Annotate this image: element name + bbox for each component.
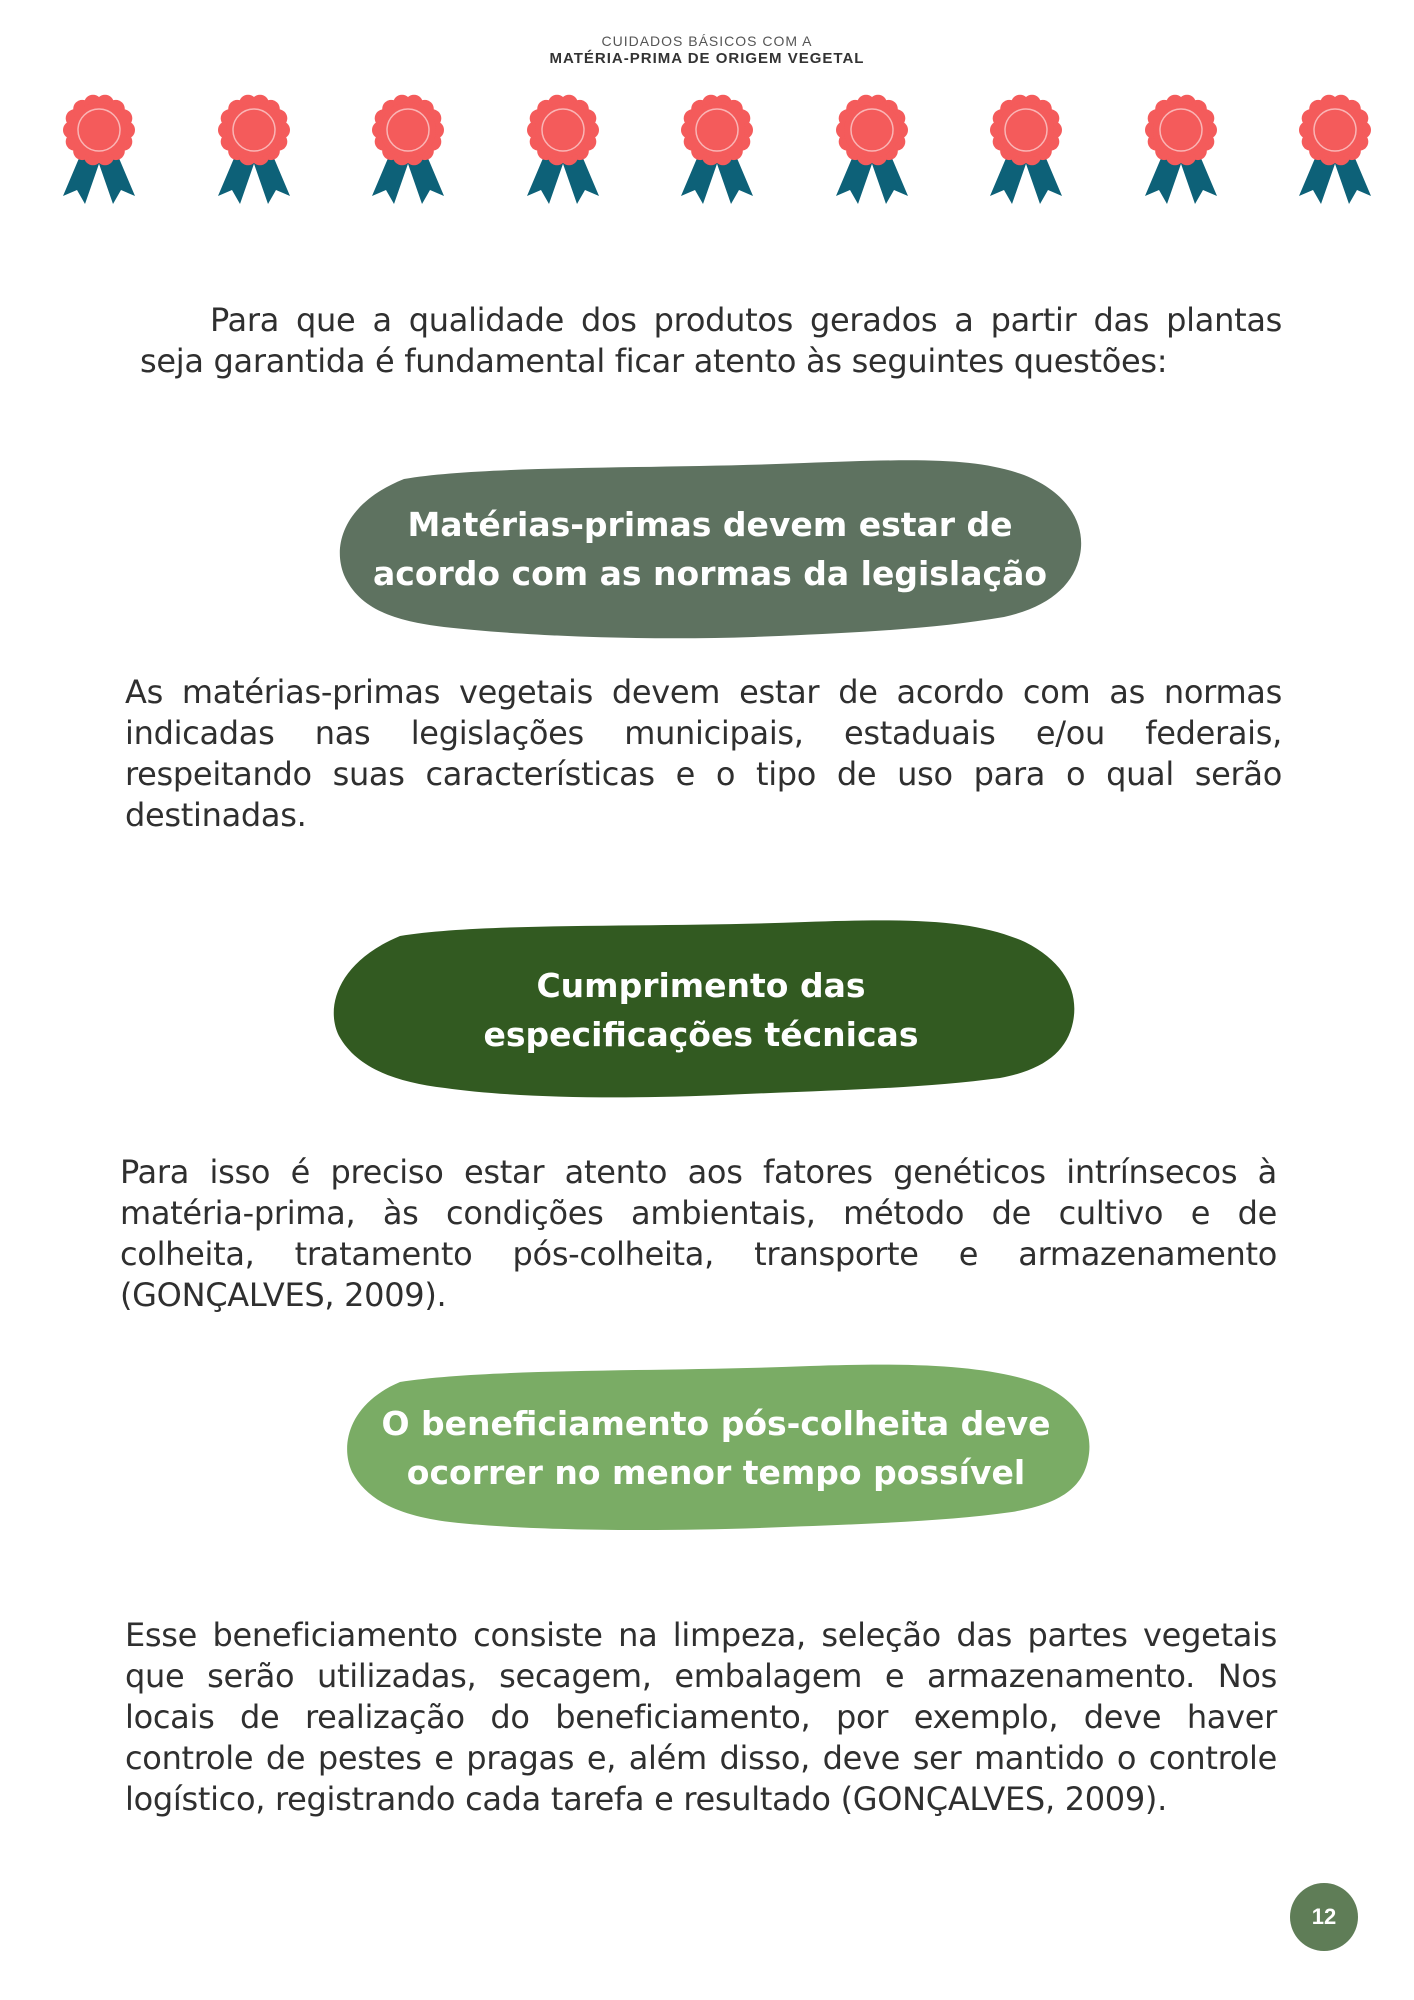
award-ribbon-icon	[1139, 92, 1223, 207]
award-ribbon-icon	[675, 92, 759, 207]
award-ribbon-icon	[57, 92, 141, 207]
award-ribbon-icon	[1293, 92, 1377, 207]
rosette-row	[0, 92, 1414, 212]
section-1-heading-banner	[334, 457, 1086, 640]
header-line-1: CUIDADOS BÁSICOS COM A	[601, 33, 813, 49]
award-ribbon-icon	[521, 92, 605, 207]
section-3-text: Esse beneficiamento consiste na limpeza, seleção das partes vegetais que serão utilizadas, secagem, embalagem e armazenamento. Nos locais de realização do beneficiamento, por exemplo, deve haver controle de pestes e pragas e, além disso, deve ser mantido o controle logístico, registrando cada tarefa e resultado (GONÇALVES, 2009).	[125, 1616, 1277, 1818]
section-2-heading: Cumprimento das especificações técnicas	[483, 965, 919, 1054]
award-ribbon-icon	[830, 92, 914, 207]
header-line-2: MATÉRIA-PRIMA DE ORIGEM VEGETAL	[549, 50, 865, 67]
section-2-text: Para isso é preciso estar atento aos fatores genéticos intrínsecos à matéria-prima, às condições ambientais, método de cultivo e de colheita, tratamento pós-colheita, transporte e armazenamento (GONÇALVES, 2009).	[120, 1153, 1277, 1314]
award-ribbon-icon	[212, 92, 296, 207]
section-3-heading-banner	[340, 1362, 1092, 1534]
section-3-heading: O beneficiamento pós-colheita deve ocorrer no menor tempo possível	[381, 1404, 1051, 1492]
award-ribbon-icon	[366, 92, 450, 207]
section-1-heading: Matérias-primas devem estar de acordo com as normas da legislação	[372, 504, 1048, 593]
section-2-heading-banner	[325, 918, 1077, 1101]
page-number-badge: 12	[1290, 1883, 1358, 1951]
award-ribbon-icon	[984, 92, 1068, 207]
intro-paragraph: Para que a qualidade dos produtos gerados a partir das plantas seja garantida é fundamental ficar atento às seguintes questões:	[140, 301, 1282, 380]
section-1-text: As matérias-primas vegetais devem estar de acordo com as normas indicadas nas legislações municipais, estaduais e/ou federais, respeitando suas características e o tipo de uso para o qual serão destinadas.	[125, 673, 1282, 834]
document-header	[0, 32, 1414, 68]
